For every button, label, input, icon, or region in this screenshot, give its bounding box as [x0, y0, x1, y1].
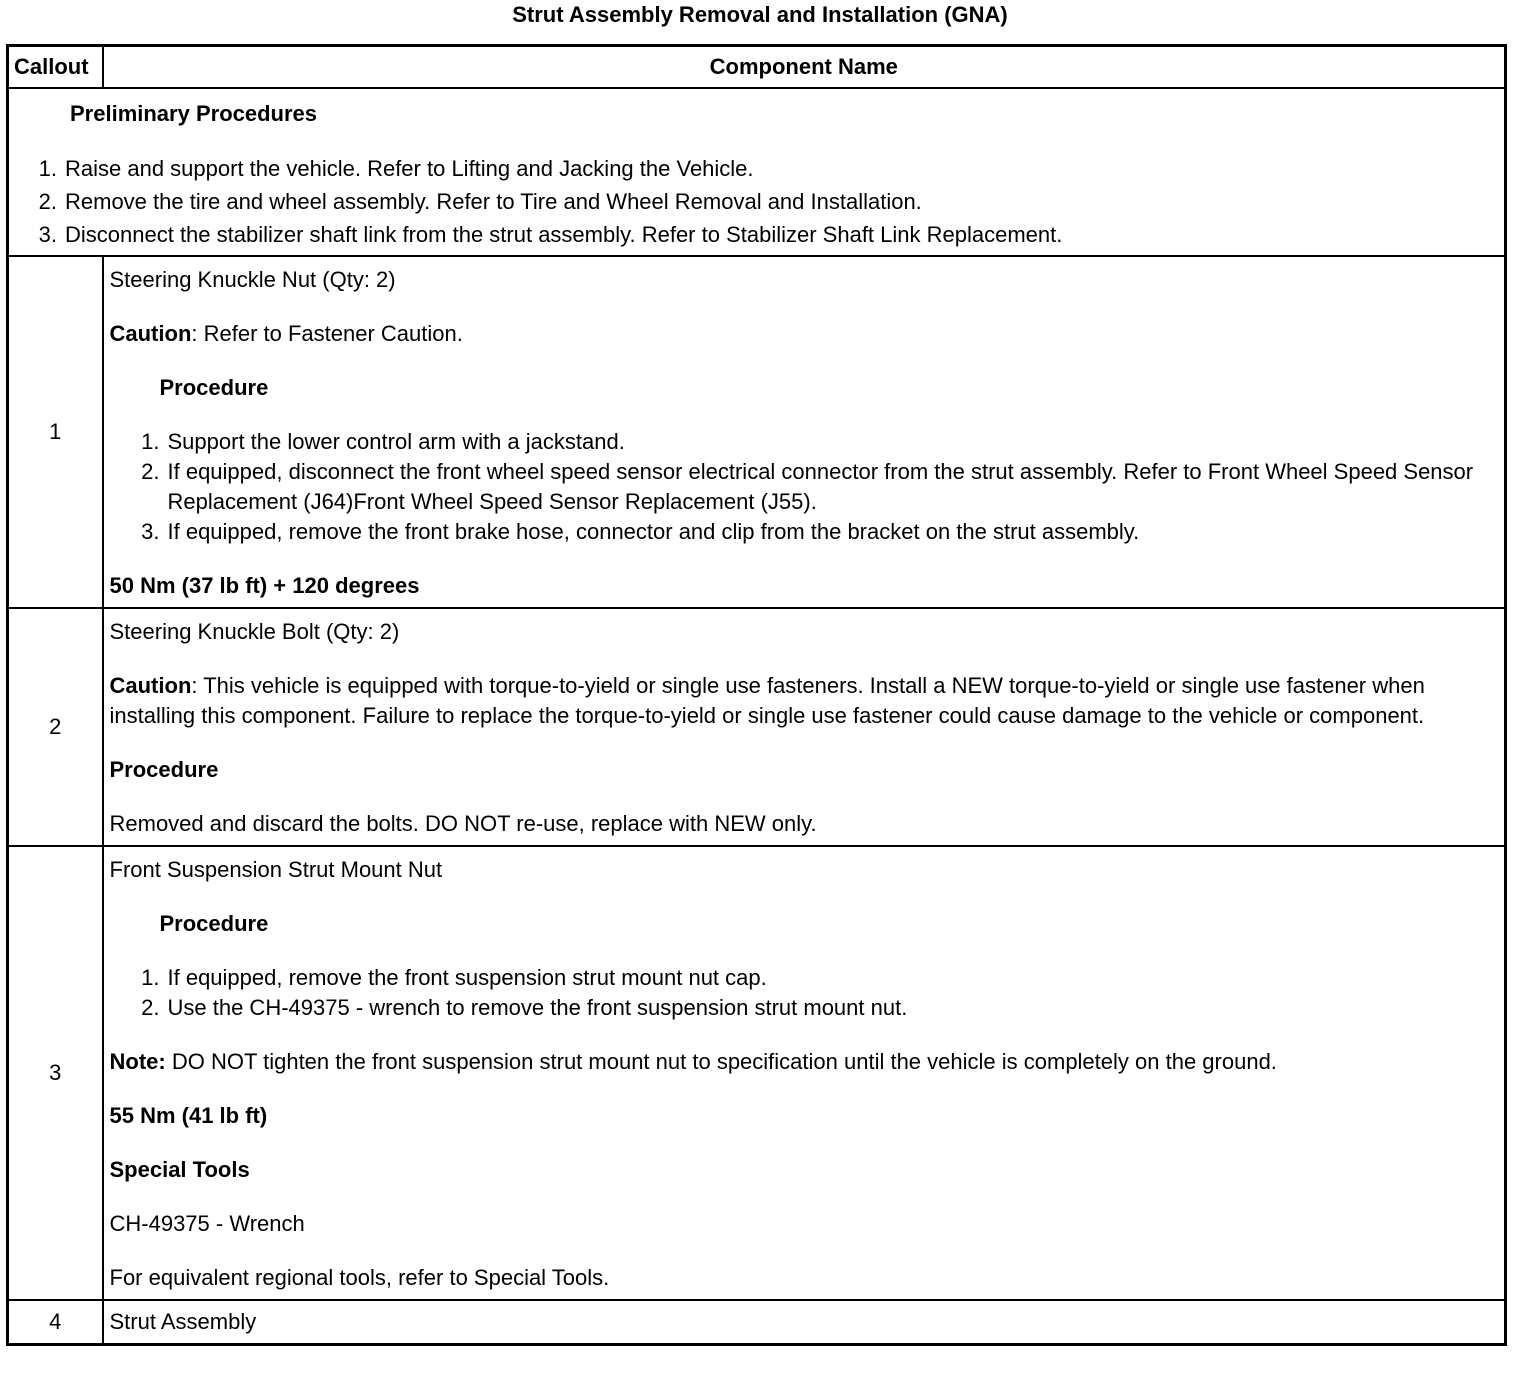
- preliminary-row: [8, 88, 1506, 256]
- component-name: Steering Knuckle Bolt (Qty: 2): [109, 619, 400, 644]
- component-name: Front Suspension Strut Mount Nut: [109, 857, 443, 882]
- list-item: 3. If equipped, remove the front brake hose, connector and clip from the bracket on the strut assembly.: [141, 519, 1140, 544]
- table-row: [8, 1300, 1506, 1345]
- preliminary-steps: [15, 152, 1498, 251]
- procedure-heading: Procedure: [109, 757, 219, 782]
- procedure-heading: Procedure: [159, 911, 269, 936]
- caution-text: Caution: This vehicle is equipped with torque-to-yield or single use fasteners. Install a NEW torque-to-yield or single use fastener when installing this component. Failure to replace the torque-to-yield or single use fastener could cause damage to the vehicle or component.: [109, 673, 1425, 728]
- torque-spec: 50 Nm (37 lb ft) + 120 degrees: [109, 573, 420, 598]
- callout-cell: 4: [8, 1300, 103, 1345]
- component-header: Component Name: [103, 46, 1506, 89]
- callout-cell: 1: [8, 256, 103, 608]
- header-row: [8, 46, 1506, 89]
- list-item: 3. Disconnect the stabilizer shaft link from the strut assembly. Refer to Stabilizer Shaft Link Replacement.: [38, 222, 1063, 247]
- torque-spec: 55 Nm (41 lb ft): [109, 1103, 268, 1128]
- callout-cell: 3: [8, 846, 103, 1300]
- note-text: Note: DO NOT tighten the front suspension strut mount nut to specification until the vehicle is completely on the ground.: [109, 1049, 1277, 1074]
- list-item: 2. Use the CH-49375 - wrench to remove the front suspension strut mount nut.: [141, 995, 908, 1020]
- callout-cell: 2: [8, 608, 103, 846]
- table-row: [8, 846, 1506, 1300]
- list-item: 2. Remove the tire and wheel assembly. Refer to Tire and Wheel Removal and Installation.: [38, 189, 922, 214]
- table-row: [8, 608, 1506, 846]
- preliminary-heading: Preliminary Procedures: [70, 101, 318, 126]
- component-name: Steering Knuckle Nut (Qty: 2): [109, 267, 396, 292]
- tools-note: For equivalent regional tools, refer to Special Tools.: [109, 1265, 610, 1290]
- component-cell: [103, 846, 1506, 1300]
- procedure-table: [6, 44, 1507, 1346]
- preliminary-cell: [8, 88, 1506, 256]
- callout-header: Callout: [8, 46, 103, 89]
- list-item: 1. If equipped, remove the front suspension strut mount nut cap.: [141, 965, 767, 990]
- component-cell: [103, 608, 1506, 846]
- component-cell: [103, 256, 1506, 608]
- procedure-steps: [110, 427, 1499, 547]
- special-tools-heading: Special Tools: [109, 1157, 250, 1182]
- component-cell: [103, 1300, 1506, 1345]
- page-title: Strut Assembly Removal and Installation (GNA): [512, 2, 1008, 27]
- table-row: [8, 256, 1506, 608]
- procedure-steps: [110, 963, 1499, 1023]
- list-item: 1. Support the lower control arm with a jackstand.: [141, 429, 625, 454]
- list-item: 2. If equipped, disconnect the front wheel speed sensor electrical connector from the strut assembly. Refer to Front Wheel Speed Sensor Replacement (J64)Front Wheel Speed Sensor Replacement (J55).: [141, 459, 1474, 514]
- caution-text: Caution: Refer to Fastener Caution.: [109, 321, 463, 346]
- procedure-heading: Procedure: [159, 375, 269, 400]
- list-item: 1. Raise and support the vehicle. Refer to Lifting and Jacking the Vehicle.: [38, 156, 754, 181]
- procedure-text: Removed and discard the bolts. DO NOT re-use, replace with NEW only.: [109, 811, 817, 836]
- special-tool: CH-49375 - Wrench: [109, 1211, 305, 1236]
- component-name: Strut Assembly: [109, 1309, 257, 1334]
